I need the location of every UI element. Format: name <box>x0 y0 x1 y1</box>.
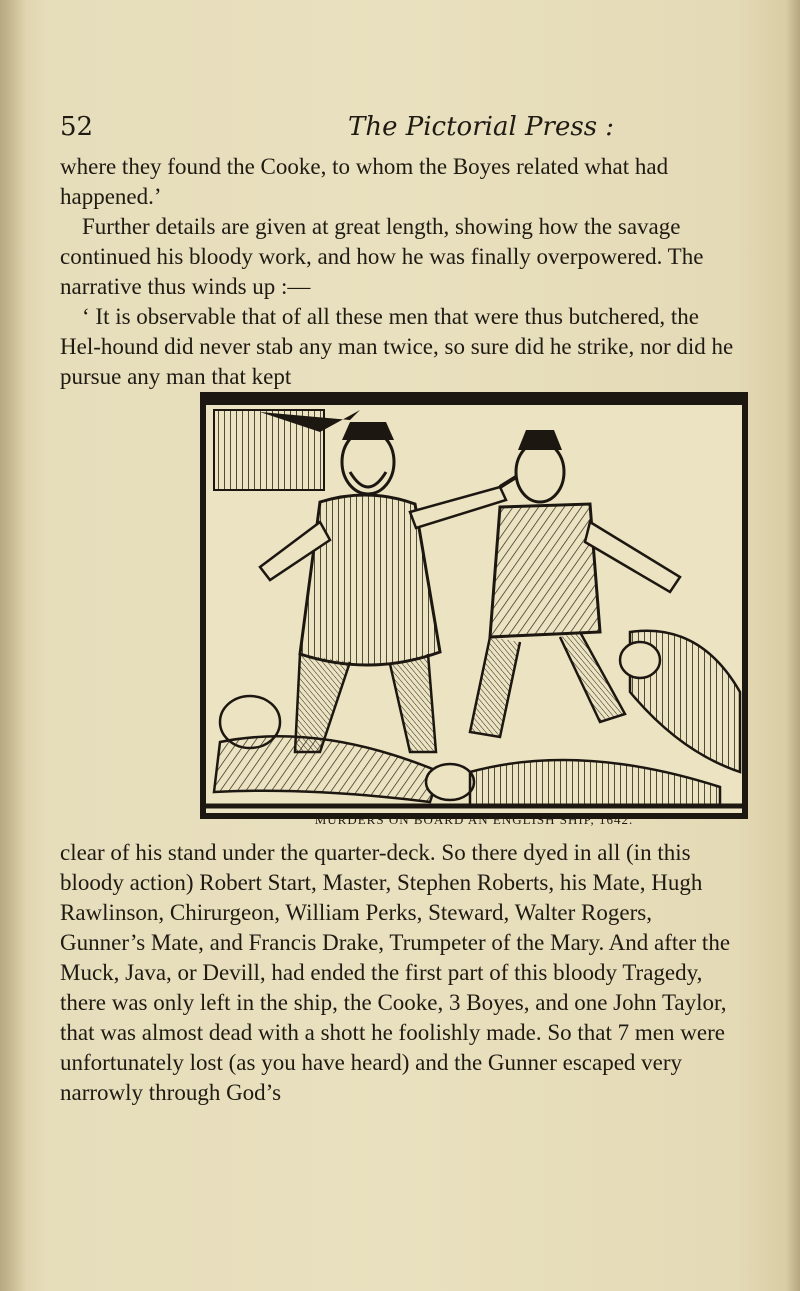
spine-shadow <box>0 0 26 1291</box>
page-edge <box>786 0 800 1291</box>
woodcut-illustration <box>200 392 748 819</box>
running-header <box>60 112 740 152</box>
page-number: 52 <box>60 112 94 142</box>
top-text-block <box>60 152 740 392</box>
paragraph: clear of his stand under the quarter-deck. So there dyed in all (in this bloody action) Robert Start, Master, Stephen Roberts, his Mate, Hugh Rawlinson, Chirurgeon, William Perks, Steward, Walter Rogers, Gunner’s Mate, and Francis Drake, Trumpeter of the Mary. And after the Muck, Java, or Devill, had ended the first part of this bloody Tragedy, there was only left in the ship, the Cooke, 3 Boyes, and one John Taylor, that was almost dead with a shott he foolishly made. So that 7 men were unfortunately lost (as you have heard) and the Gunner escaped very narrowly through God’s <box>60 840 731 1105</box>
bottom-text-block <box>60 838 740 1108</box>
running-title: The Pictorial Press : <box>348 112 615 142</box>
paragraph: where they found the Cooke, to whom the Boyes related what had happened.’ <box>60 154 669 209</box>
paragraph: Further details are given at great length, showing how the savage continued his bloody work, and how he was finally overpowered. The narrative thus winds up :— <box>60 214 704 299</box>
paragraph: ‘ It is observable that of all these men that were thus butchered, the Hel-hound did never stab any man twice, so sure did he strike, nor did he pursue any man that kept <box>60 304 734 389</box>
figure-caption: MURDERS ON BOARD AN ENGLISH SHIP, 1642. <box>314 812 634 827</box>
